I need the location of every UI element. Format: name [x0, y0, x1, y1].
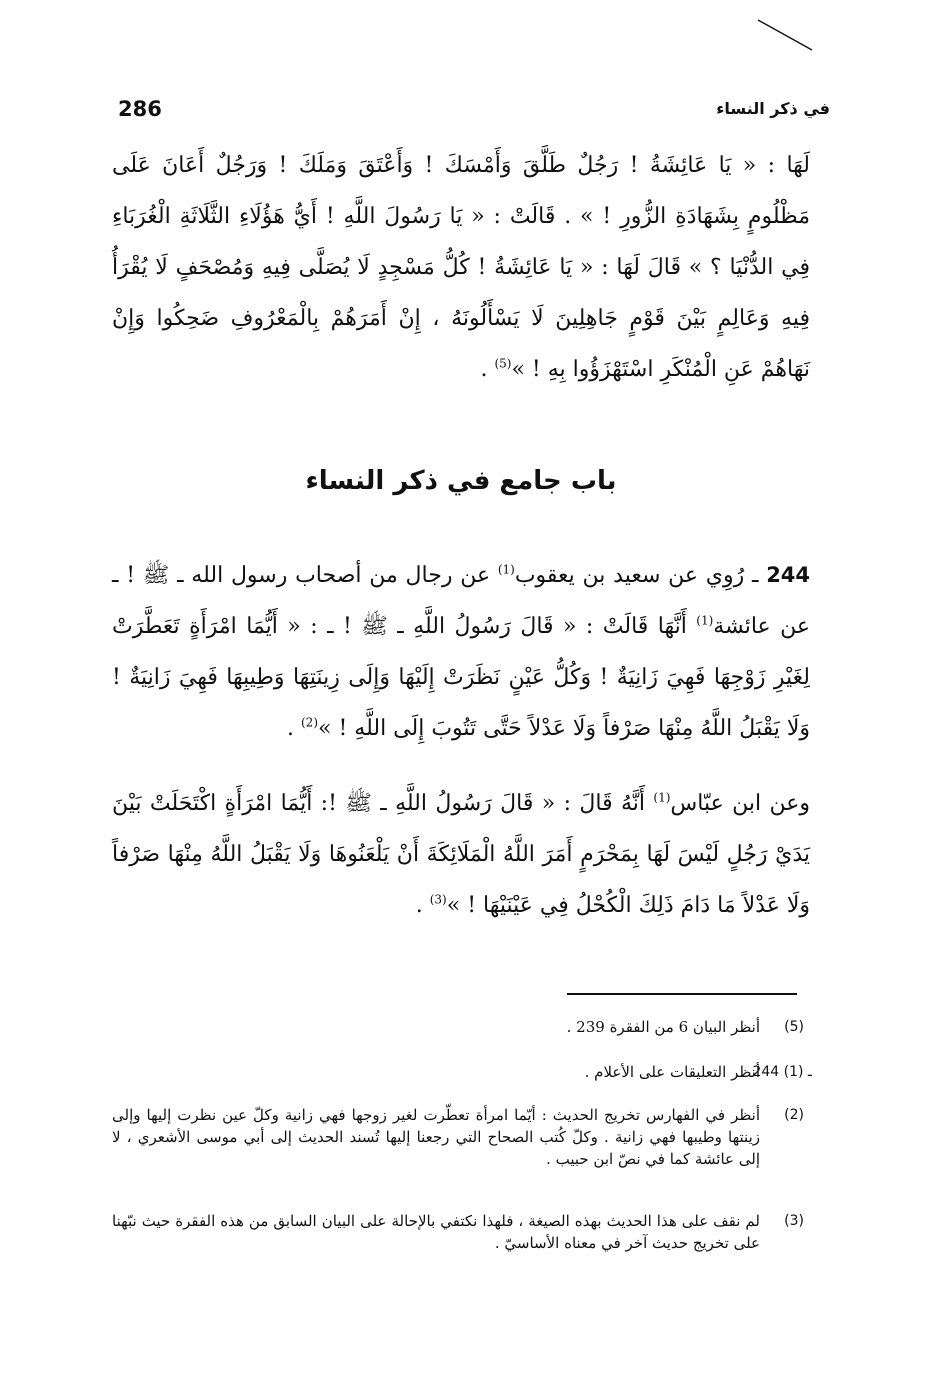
- paragraph-number: 244: [766, 563, 811, 587]
- footnote-text: أنظر التعليقات على الأعلام .: [584, 1063, 760, 1081]
- paragraph-244-end: .: [286, 716, 301, 741]
- footnote-ref-1b[interactable]: (1): [696, 613, 714, 628]
- continuation-end: .: [480, 357, 495, 382]
- paragraph-244-part3: أَنَّهَا قَالَتْ : « قَالَ رَسُولُ اللَّهِ ـ ﷺ ! ـ : « أَيُّمَا امْرَأَةٍ تَعَطَّرَتْ لِغَيْرِ زَوْجِهَا فَهِيَ زَانِيَةٌ ! وَكُلُّ عَيْنٍ نَظَرَتْ إِلَيْهَا وَإِلَى زِينَتِهَا وَطِيبِهَا فَهِيَ زَانِيَةٌ ! وَلَا يَقْبَلُ اللَّهُ مِنْهَا صَرْفاً وَلَا عَدْلاً حَتَّى تَتُوبَ إِلَى اللَّهِ ! »: [112, 614, 810, 741]
- paragraph-244: [112, 550, 810, 754]
- footnote-item: [112, 1016, 804, 1038]
- running-header: في ذكر النساء: [716, 99, 830, 118]
- footnote-text: أنظر البيان 6 من الفقرة 239 .: [566, 1018, 760, 1036]
- paragraph-244-part2: عن رجال من أصحاب رسول الله ـ ﷺ ! ـ عن عائشة: [112, 563, 810, 639]
- footnote-marker: (3): [784, 1213, 804, 1229]
- footnote-ref-1a[interactable]: (1): [497, 562, 515, 577]
- paragraph-abbas-part2: أَنَّهُ قَالَ : « قَالَ رَسُولُ اللَّهِ ـ ﷺ !: أَيُّمَا امْرَأَةٍ اكْتَحَلَتْ بَيْنَ يَدَيْ رَجُلٍ لَيْسَ لَهَا بِمَحْرَمٍ أَمَرَ اللَّهُ الْمَلَائِكَةَ أَنْ يَلْعَنُوهَا وَلَا يَقْبَلُ اللَّهُ مِنْهَا صَرْفاً وَلَا عَدْلاً مَا دَامَ ذَلِكَ الْكُحْلُ فِي عَيْنَيْهَا ! »: [112, 791, 810, 918]
- footnote-text: أنظر في الفهارس تخريج الحديث : أيّما امرأة تعطّرت لغير زوجها فهي زانية وكلّ عين نظرت إليها وإلى زينتها وطيبها فهي زانية . وكلّ كُتب الصحاح التي رجعنا إليها تُسند الحديث إلى أبي موسى الأشعري ، لا إلى عائشة كما في نصّ ابن حبيب .: [112, 1106, 760, 1168]
- footnote-ref-2[interactable]: (2): [300, 715, 318, 730]
- footnote-marker: (2): [784, 1107, 804, 1123]
- section-heading: باب جامع في ذكر النساء: [305, 466, 617, 496]
- paragraph-244-part1: رُوِي عن سعيد بن يعقوب: [514, 563, 745, 588]
- paragraph-abbas-part1: وعن ابن عبّاس: [670, 791, 810, 816]
- paragraph-dash: ـ: [744, 563, 767, 588]
- footnote-item: [112, 1061, 812, 1083]
- footnote-ref-5[interactable]: (5): [494, 356, 512, 371]
- page-number: 286: [118, 97, 162, 121]
- paragraph-abbas-end: .: [415, 893, 430, 918]
- footnote-ref-1c[interactable]: (1): [653, 790, 671, 805]
- footnote-marker: 244 ـ (1): [752, 1064, 812, 1080]
- scan-margin-mark: [756, 16, 816, 56]
- footnote-text: لم نقف على هذا الحديث بهذه الصيغة ، فلهذا نكتفي بالإحالة على البيان السابق من هذه الفقرة حيث نبّهنا على تخريج حديث آخر في معناه الأساسيّ .: [112, 1212, 760, 1252]
- footnote-ref-3[interactable]: (3): [429, 892, 447, 907]
- footnote-item: [112, 1104, 804, 1170]
- continuation-text: لَهَا : « يَا عَائِشَةُ ! رَجُلٌ طَلَّقَ وَأَمْسَكَ ! وَأَعْتَقَ وَمَلَكَ ! وَرَجُلٌ أَعَانَ عَلَى مَظْلُومٍ بِشَهَادَةِ الزُّورِ ! » . قَالَتْ : « يَا رَسُولَ اللَّهِ ! أَيُّ هَؤُلَاءِ الثَّلَاثَةِ الْغُرَبَاءِ فِي الدُّنْيَا ؟ » قَالَ لَهَا : « يَا عَائِشَةُ ! كُلُّ مَسْجِدٍ لَا يُصَلَّى فِيهِ وَمُصْحَفٍ لَا يُقْرَأُ فِيهِ وَعَالِمٍ بَيْنَ قَوْمٍ جَاهِلِينَ لَا يَسْأَلُونَهُ ، إِنْ أَمَرَهُمْ بِالْمَعْرُوفِ ضَحِكُوا وَإِنْ نَهَاهُمْ عَنِ الْمُنْكَرِ اسْتَهْزَؤُوا بِهِ ! »: [112, 153, 810, 382]
- continuation-paragraph: [112, 140, 810, 395]
- footnote-divider: [567, 993, 797, 995]
- footnote-item: [112, 1210, 804, 1254]
- footnote-marker: (5): [784, 1019, 804, 1035]
- paragraph-ibn-abbas: [112, 778, 810, 931]
